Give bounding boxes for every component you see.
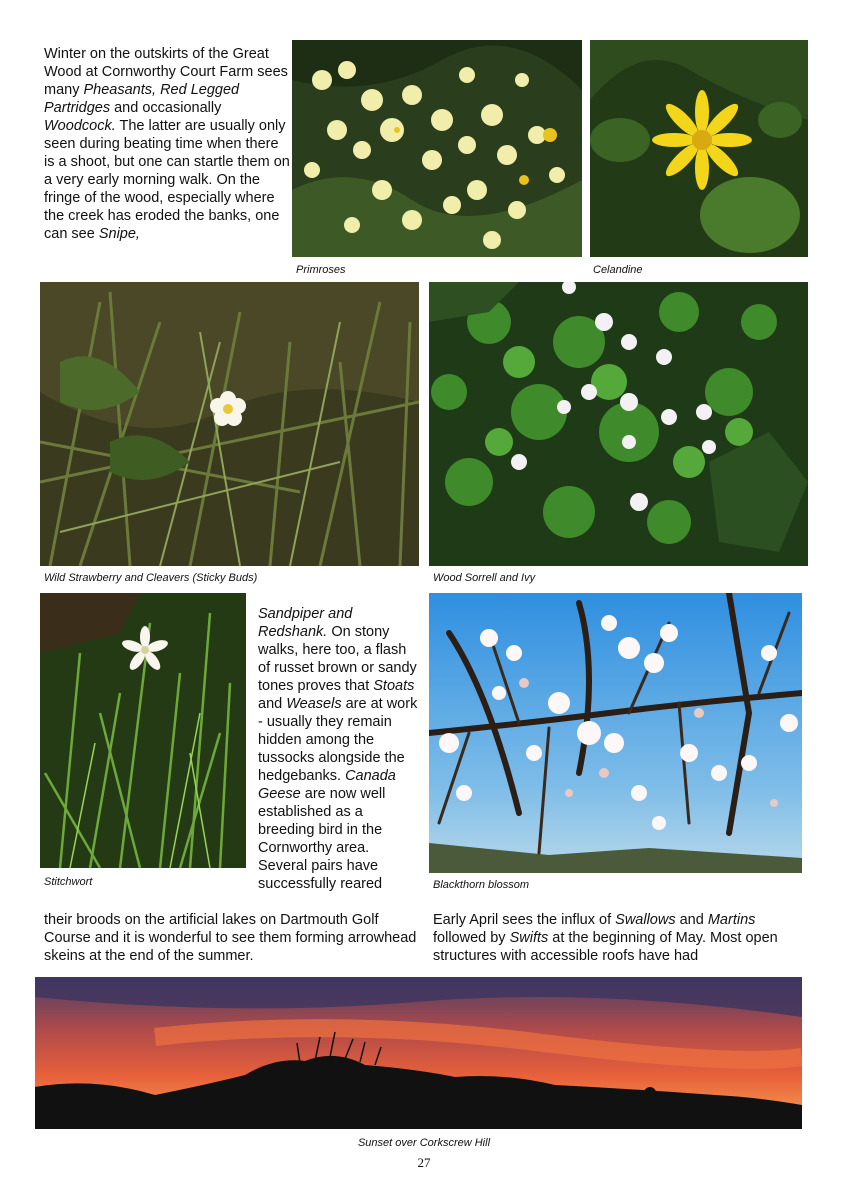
middle-italic-4: Canada Geese bbox=[258, 768, 396, 802]
intro-italic-1: Pheasants, Red Legged Partridges bbox=[44, 82, 240, 116]
bottom-right-text-3: followed by bbox=[433, 930, 510, 946]
intro-italic-3: Snipe, bbox=[98, 226, 140, 242]
page-number: 27 bbox=[417, 1155, 431, 1170]
caption-primroses: Primroses bbox=[296, 264, 346, 276]
intro-text-3: The latter are usually only seen during beating time when there is a shoot, but one can startle them on a very early morning walk. On the fringe of the wood, especially where the creek has eroded the banks, one can see bbox=[44, 118, 290, 242]
intro-paragraph bbox=[44, 45, 290, 243]
caption-sunset: Sunset over Corkscrew Hill bbox=[357, 1137, 491, 1149]
middle-italic-2: Stoats bbox=[373, 678, 415, 694]
blackthorn-photo bbox=[429, 593, 802, 873]
intro-text-1: Winter on the outskirts of the Great Wood at Cornworthy Court Farm sees many bbox=[44, 46, 288, 98]
middle-text-2: and bbox=[258, 696, 287, 712]
bottom-right-italic-3: Swifts bbox=[509, 930, 549, 946]
middle-text-4: are now well established as a breeding bird in the Cornworthy area. Several pairs have successfully reared bbox=[258, 786, 386, 892]
celandine-photo bbox=[590, 40, 808, 257]
middle-text-3: are at work - usually they remain hidden among the tussocks alongside the hedgebanks. bbox=[258, 696, 418, 784]
intro-text-2: and occasionally bbox=[110, 100, 222, 116]
intro-italic-2: Woodcock. bbox=[44, 118, 116, 134]
middle-italic-3: Weasels bbox=[286, 696, 342, 712]
bottom-right-italic-2: Martins bbox=[707, 912, 756, 928]
wild-strawberry-photo bbox=[40, 282, 419, 566]
caption-blackthorn: Blackthorn blossom bbox=[433, 879, 529, 891]
caption-celandine: Celandine bbox=[593, 264, 643, 276]
wood-sorrel-photo bbox=[429, 282, 808, 566]
middle-paragraph bbox=[258, 605, 420, 893]
bottom-right-text-2: and bbox=[675, 912, 708, 928]
stitchwort-photo bbox=[40, 593, 246, 868]
sunset-photo bbox=[35, 977, 802, 1129]
bottom-right-text-4: at the beginning of May. Most open structures with accessible roofs have had bbox=[433, 930, 778, 964]
middle-italic-1: Sandpiper and Redshank. bbox=[258, 606, 353, 640]
primroses-photo bbox=[292, 40, 582, 257]
bottom-right-paragraph bbox=[433, 911, 808, 965]
middle-text-1: On stony walks, here too, a flash of russet brown or sandy tones proves that bbox=[258, 624, 417, 694]
bottom-left-text: their broods on the artificial lakes on Dartmouth Golf Course and it is wonderful to see them forming arrowhead skeins at the end of the summer. bbox=[44, 912, 417, 964]
bottom-right-text-1: Early April sees the influx of bbox=[433, 912, 616, 928]
bottom-left-paragraph bbox=[44, 911, 422, 965]
bottom-right-italic-1: Swallows bbox=[615, 912, 676, 928]
caption-stitchwort: Stitchwort bbox=[44, 876, 93, 888]
caption-strawberry: Wild Strawberry and Cleavers (Sticky Buds) bbox=[44, 572, 258, 584]
caption-sorrel: Wood Sorrell and Ivy bbox=[433, 572, 536, 584]
